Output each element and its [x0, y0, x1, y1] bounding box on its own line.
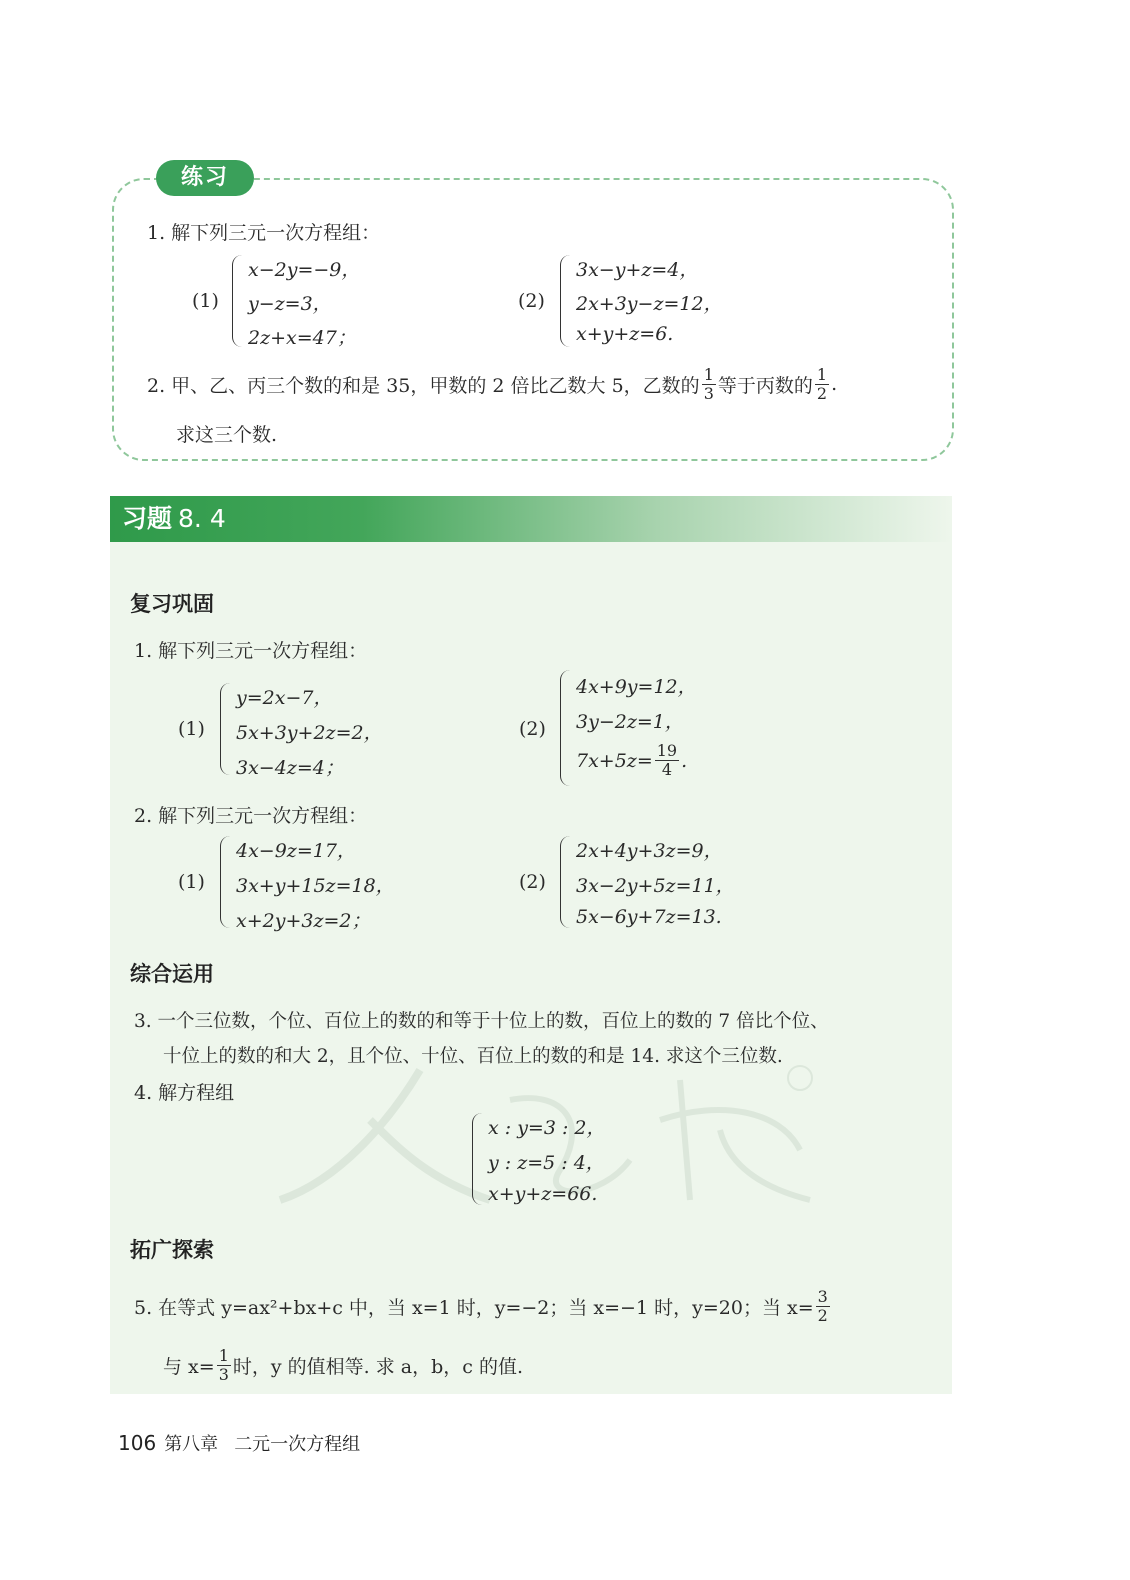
- practice-badge: 练习: [156, 160, 254, 196]
- brace-icon: [560, 670, 570, 786]
- equation-line: 3x−4z=4；: [236, 757, 344, 779]
- practice-q1-sys2-label: (2): [518, 290, 545, 312]
- exercise-5-text: 时，y 的值相等. 求 a，b，c 的值.: [232, 1355, 523, 1378]
- fraction-numerator: 1: [816, 364, 828, 384]
- brace-icon: [220, 836, 230, 928]
- equation-line: x : y=3 : 2，: [488, 1117, 606, 1139]
- fraction-numerator: 19: [656, 741, 678, 760]
- brace-icon: [232, 255, 242, 347]
- exercise-2-sys1: [220, 836, 440, 931]
- fraction-denominator: 3: [703, 383, 714, 403]
- exercise-5-text: 5. 在等式 y=ax²+bx+c 中，当 x=1 时，y=−2；当 x=−1 时，y=20；当 x=: [134, 1296, 814, 1319]
- practice-q1-sys1-label: (1): [192, 290, 219, 312]
- equation-line: x−2y=−9，: [248, 259, 361, 281]
- fraction-denominator: 3: [218, 1364, 229, 1384]
- equation-line: 4x+9y=12，: [576, 676, 697, 698]
- apply-heading: 综合运用: [130, 962, 214, 986]
- equation-line: x+y+z=6.: [576, 323, 674, 345]
- exercise-2-intro: 2. 解下列三元一次方程组：: [134, 805, 368, 827]
- exercise-5-line1: [134, 1284, 832, 1328]
- fraction-numerator: 1: [703, 364, 714, 384]
- practice-q2-text: 2. 甲、乙、丙三个数的和是 35，甲数的 2 倍比乙数大 5，乙数的: [147, 374, 700, 397]
- equation-line: 3y−2z=1，: [576, 711, 684, 733]
- practice-q1-sys1: [232, 255, 392, 350]
- equation-line: 3x−2y+5z=11，: [576, 875, 735, 897]
- fraction: [815, 366, 829, 403]
- explore-heading: 拓广探索: [130, 1238, 214, 1262]
- exercise-5-line2: [163, 1343, 523, 1387]
- page-number: 106: [118, 1431, 157, 1455]
- fraction-numerator: 1: [218, 1345, 229, 1365]
- exercise-1-sys1-label: (1): [178, 718, 205, 740]
- practice-q1-intro: 1. 解下列三元一次方程组：: [147, 222, 381, 244]
- exercise-4-intro: 4. 解方程组: [134, 1082, 235, 1104]
- practice-q2-text: 等于丙数的: [717, 374, 813, 397]
- brace-icon: [560, 836, 570, 928]
- exercise-1-sys1: [220, 683, 420, 778]
- exercise-2-sys2: [560, 836, 780, 931]
- exercise-panel: [110, 496, 952, 1394]
- exercise-1-intro: 1. 解下列三元一次方程组：: [134, 640, 368, 662]
- equation-line: y : z=5 : 4，: [488, 1152, 605, 1174]
- fraction-denominator: 4: [661, 760, 673, 779]
- exercise-2-sys1-label: (1): [178, 871, 205, 893]
- equation-line: 2z+x=47；: [248, 327, 356, 349]
- equation-line: x+2y+3z=2；: [236, 910, 371, 932]
- practice-q2-line2: 求这三个数.: [176, 424, 278, 446]
- exercise-1-sys2: [560, 670, 760, 788]
- practice-q2: [147, 362, 837, 406]
- equation-line: 5x+3y+2z=2，: [236, 722, 383, 744]
- brace-icon: [472, 1113, 482, 1205]
- exercise-2-sys2-label: (2): [519, 871, 546, 893]
- exercise-header-bar: [110, 496, 952, 542]
- fraction-denominator: 2: [817, 1305, 828, 1325]
- equation-line: 2x+3y−z=12，: [576, 293, 723, 315]
- equation-text: .: [681, 749, 688, 772]
- chapter-title: 二元一次方程组: [234, 1434, 361, 1455]
- practice-q1-sys2: [560, 255, 760, 350]
- equation-line: 2x+4y+3z=9，: [576, 840, 723, 862]
- exercise-title-text: 习题: [122, 504, 173, 533]
- exercise-3-line2: 十位上的数的和大 2，且个位、十位、百位上的数的和是 14. 求这个三位数.: [163, 1046, 783, 1067]
- fraction-denominator: 2: [816, 383, 828, 403]
- chapter-label: 第八章: [164, 1434, 219, 1455]
- fraction: [655, 742, 679, 779]
- exercise-4-sys: [472, 1113, 672, 1208]
- exercise-title-number: 8. 4: [178, 504, 226, 533]
- equation-line: 3x−y+z=4，: [576, 259, 699, 281]
- exercise-3-line1: 3. 一个三位数，个位、百位上的数的和等于十位上的数，百位上的数的 7 倍比个位、: [134, 1011, 829, 1032]
- fraction: [217, 1347, 231, 1384]
- practice-q2-text: .: [831, 373, 838, 395]
- equation-line: x+y+z=66.: [488, 1183, 598, 1205]
- fraction: [702, 366, 716, 403]
- equation-line: 5x−6y+7z=13.: [576, 906, 722, 928]
- fraction-numerator: 3: [817, 1286, 828, 1306]
- fraction: [816, 1288, 830, 1325]
- review-heading: 复习巩固: [130, 592, 214, 616]
- equation-line: y−z=3，: [248, 293, 332, 315]
- brace-icon: [220, 683, 230, 775]
- equation-text: 7x+5z=: [576, 749, 653, 772]
- equation-line: [576, 742, 687, 779]
- exercise-title: [122, 500, 226, 538]
- exercise-1-sys2-label: (2): [519, 718, 546, 740]
- equation-line: 4x−9z=17，: [236, 840, 356, 862]
- equation-line: y=2x−7，: [236, 687, 333, 709]
- brace-icon: [560, 255, 570, 347]
- page-footer: [118, 1430, 360, 1456]
- equation-line: 3x+y+15z=18，: [236, 875, 395, 897]
- exercise-5-text: 与 x=: [163, 1355, 215, 1378]
